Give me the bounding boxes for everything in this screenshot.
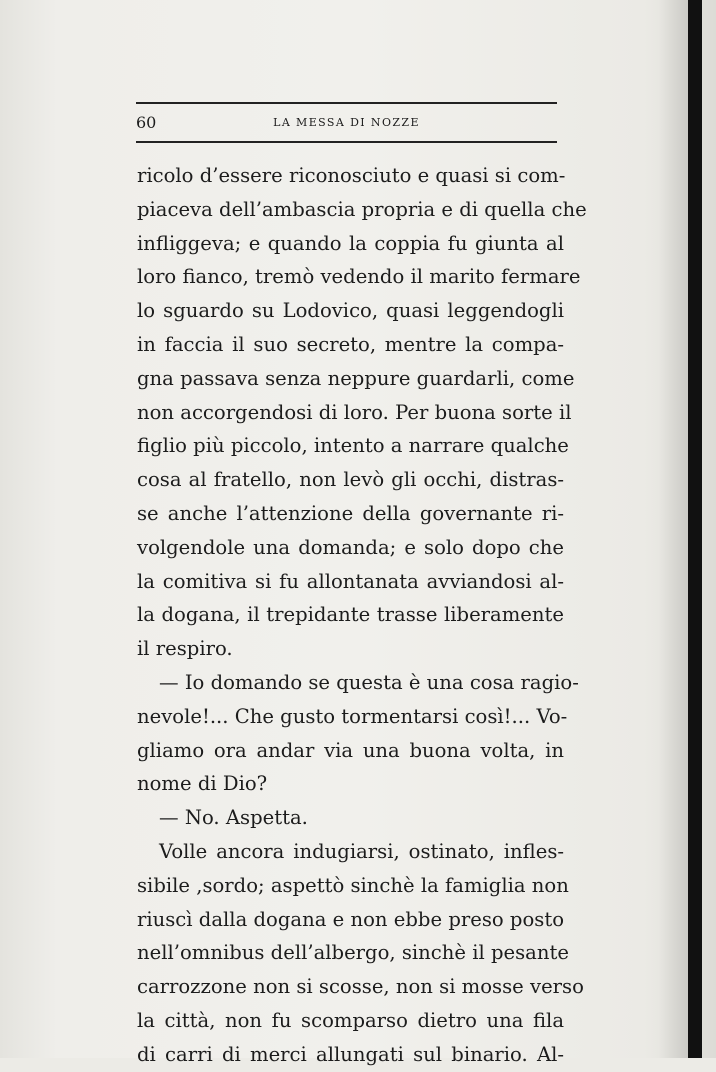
text-line: la dogana, il trepidante trasse liberamente (137, 603, 564, 627)
text-line: cosa al fratello, non levò gli occhi, distras- (137, 468, 564, 492)
paragraph-end-line: il respiro. (137, 637, 233, 661)
text-line: ricolo d’essere riconosciuto e quasi si com- (137, 164, 566, 187)
text-line: infliggeva; e quando la coppia fu giunta al (137, 231, 564, 255)
text-line: in faccia il suo secreto, mentre la compa- (137, 332, 564, 356)
text-line: figlio più piccolo, intento a narrare qualche (137, 434, 569, 458)
header-rule-bottom (136, 141, 557, 143)
binding-shadow (658, 0, 688, 1058)
dialogue-line: — Io domando se questa è una cosa ragio- (159, 670, 579, 694)
text-line: di carri di merci allungati sul binario. Al- (137, 1042, 564, 1066)
text-line: nell’omnibus dell’albergo, sinchè il pesante (137, 941, 569, 965)
text-line: riuscì dalla dogana e non ebbe preso posto (137, 907, 564, 931)
text-line: la comitiva si fu allontanata avviandosi al- (137, 569, 564, 593)
page-number: 60 (136, 113, 157, 132)
text-line: nevole!... Che gusto tormentarsi così!... Vo- (137, 704, 568, 728)
text-line: se anche l’attenzione della governante ri- (137, 501, 564, 525)
text-line: piaceva dell’ambascia propria e di quella che (137, 197, 587, 221)
text-line: gna passava senza neppure guardarli, come (137, 366, 575, 390)
running-header (136, 104, 557, 141)
dialogue-line: — No. Aspetta. (159, 806, 308, 830)
text-line: lo sguardo su Lodovico, quasi leggendogli (137, 299, 564, 323)
text-line: gliamo ora andar via una buona volta, in (137, 738, 564, 762)
paragraph-start-line: Volle ancora indugiarsi, ostinato, infles- (159, 839, 564, 863)
text-line: la città, non fu scomparso dietro una fila (137, 1008, 564, 1032)
text-line: volgendole una domanda; e solo dopo che (137, 535, 564, 559)
running-title: LA MESSA DI NOZZE (273, 116, 420, 129)
text-line: non accorgendosi di loro. Per buona sorte il (137, 400, 572, 424)
text-line: sibile ,sordo; aspettò sinchè la famiglia non (137, 873, 569, 897)
paragraph-end-line: nome di Dio? (137, 772, 268, 796)
body-text (137, 159, 587, 1072)
text-line: carrozzone non si scosse, non si mosse verso (137, 975, 584, 999)
binding-edge (688, 0, 702, 1058)
text-line: loro fianco, tremò vedendo il marito fermare (137, 265, 581, 289)
